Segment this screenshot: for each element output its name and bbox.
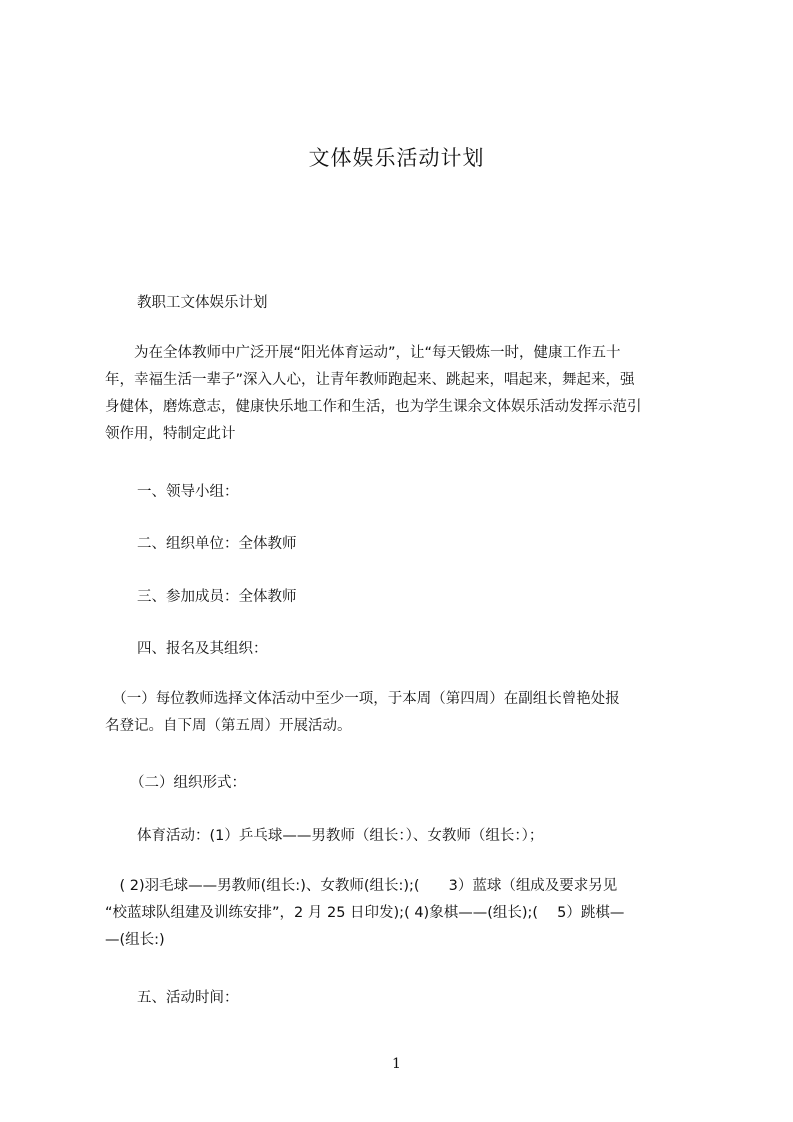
section-participants: 三、参加成员：全体教师 [137, 589, 297, 605]
intro-line: 身健体，磨炼意志，健康快乐地工作和生活，也为学生课余文体娱乐活动发挥示范引 [105, 399, 642, 415]
document-subtitle: 教职工文体娱乐计划 [137, 295, 268, 311]
sports-activities-line: 体育活动：(1）乒乓球——男教师（组长：）、女教师（组长：）； [137, 828, 544, 844]
section-organizer: 二、组织单位：全体教师 [137, 536, 297, 552]
section-registration: 四、报名及其组织： [137, 641, 268, 657]
activity-detail-line: ( 2)羽毛球——男教师(组长:)、女教师(组长:);( 3）蓝球（组成及要求另见 [105, 878, 618, 894]
registration-line: 名登记。自下周（第五周）开展活动。 [105, 718, 352, 734]
organization-form-heading: （二）组织形式： [130, 775, 246, 791]
section-activity-time: 五、活动时间： [137, 990, 239, 1006]
activity-detail-line: “校蓝球队组建及训练安排”，2 月 25 日印发);( 4)象棋——(组长);( 5）跳棋— [105, 905, 625, 921]
intro-line: 为在全体教师中广泛开展“阳光体育运动”，让“每天锻炼一时，健康工作五十 [105, 345, 621, 361]
document-title: 文体娱乐活动计划 [308, 146, 485, 170]
page-number: 1 [392, 1056, 401, 1072]
intro-line: 领作用，特制定此计 [105, 426, 236, 442]
registration-paragraph [105, 686, 700, 740]
section-leadership: 一、领导小组： [137, 484, 239, 500]
activity-details-paragraph [105, 873, 700, 954]
registration-line: （一）每位教师选择文体活动中至少一项，于本周（第四周）在副组长曾艳处报 [105, 691, 620, 707]
intro-line: 年，幸福生活一辈子”深入人心，让青年教师跑起来、跳起来，唱起来，舞起来，强 [105, 372, 635, 388]
intro-paragraph [105, 340, 700, 448]
activity-detail-line: —(组长:) [105, 932, 165, 948]
